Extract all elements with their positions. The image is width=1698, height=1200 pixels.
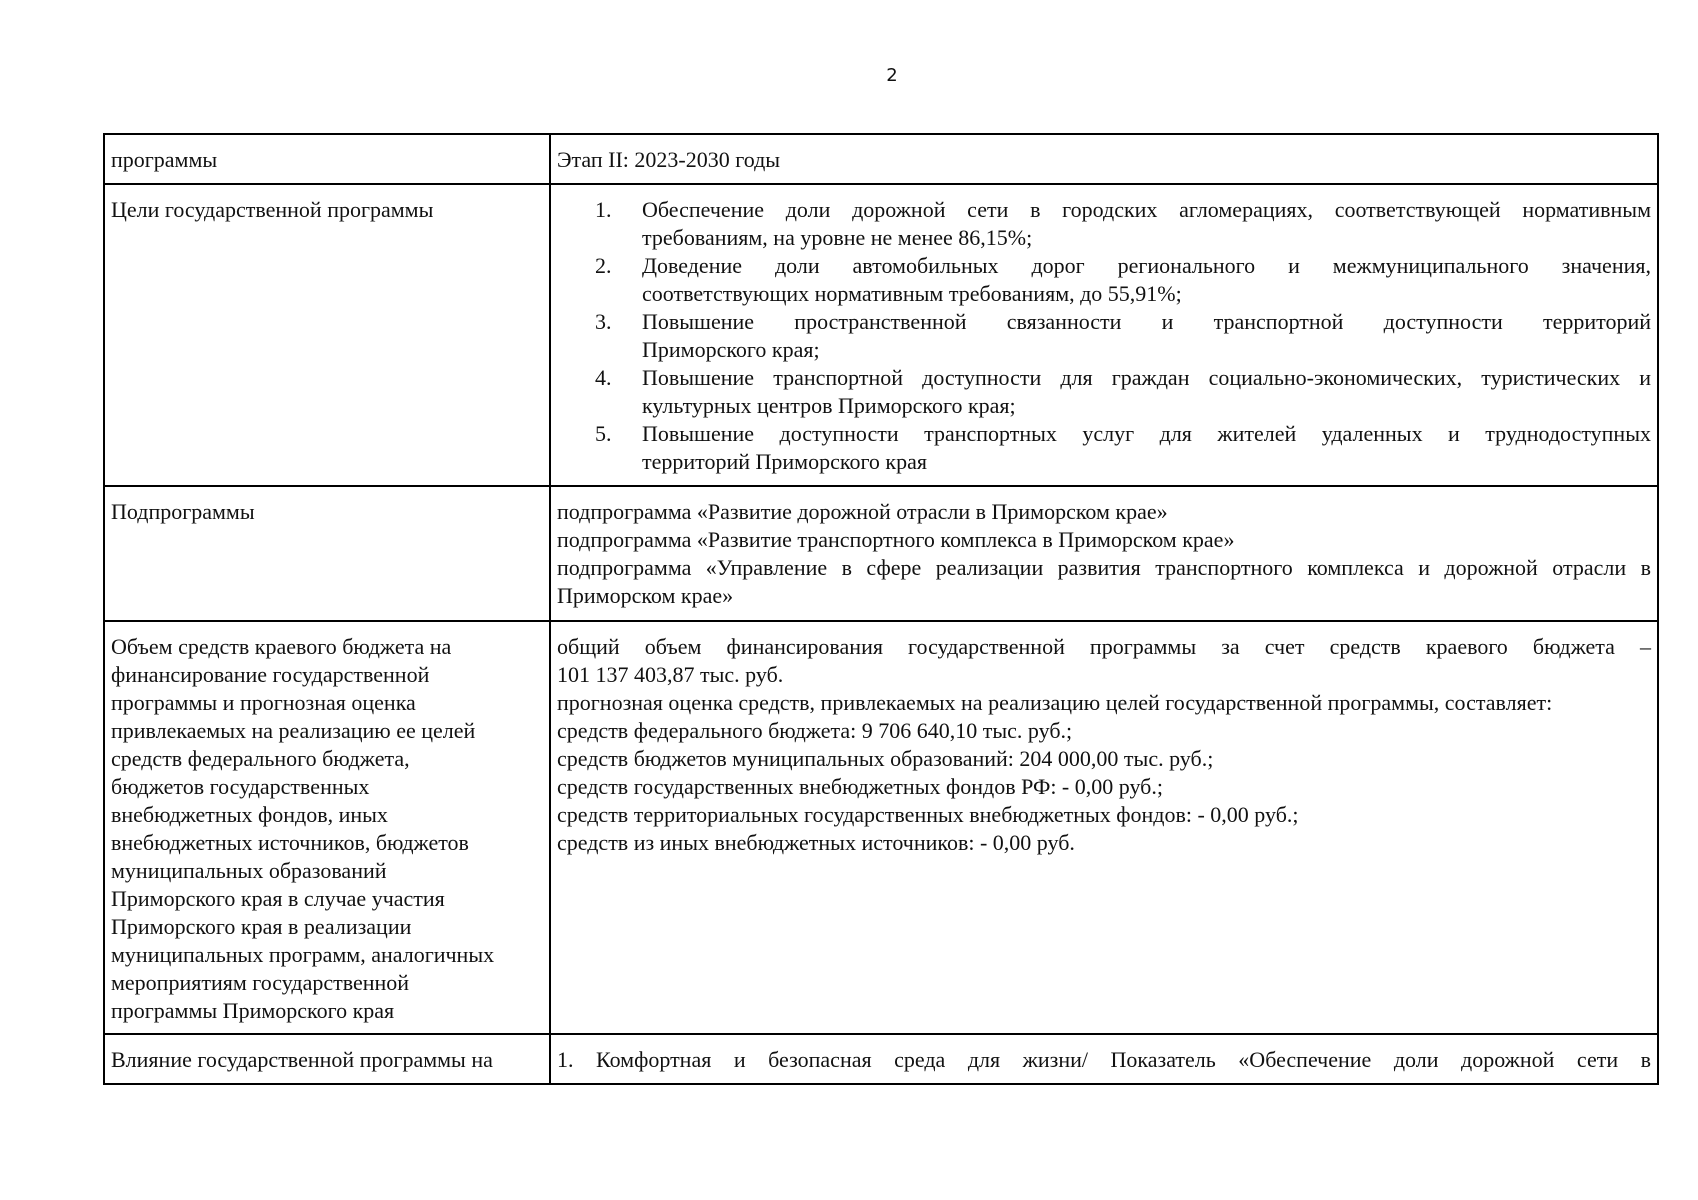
goal-text-line: культурных центров Приморского края; <box>642 393 1016 418</box>
row-label-cell <box>104 621 550 1034</box>
goal-text-line: Доведение доли автомобильных дорог регионального и межмуниципального значения, <box>642 253 1651 278</box>
row-label: Влияние государственной программы на <box>111 1047 493 1072</box>
subprogram-line: Приморском крае» <box>557 583 734 608</box>
row-value-cell <box>550 486 1658 621</box>
funding-line: общий объем финансирования государственной программы за счет средств краевого бюджета – <box>557 634 1651 659</box>
goal-text-line: Повышение пространственной связанности и транспортной доступности территорий <box>642 309 1651 334</box>
table-row <box>104 621 1658 1034</box>
funding-line: средств федерального бюджета: 9 706 640,10 тыс. руб.; <box>557 718 1073 743</box>
funding-line: средств из иных внебюджетных источников: - 0,00 руб. <box>557 830 1075 855</box>
goal-number: 3. <box>595 309 612 334</box>
row-label-cell <box>104 1034 550 1084</box>
goal-number: 4. <box>595 365 612 390</box>
row-value-cell <box>550 184 1658 486</box>
row-label-line: Приморского края в случае участия <box>111 886 445 911</box>
page-number: 2 <box>886 65 898 86</box>
funding-line: прогнозная оценка средств, привлекаемых на реализацию целей государственной программы, составляет: <box>557 690 1553 715</box>
row-label-line: средств федерального бюджета, <box>111 746 410 771</box>
list-item <box>557 196 1651 252</box>
row-label-line: внебюджетных источников, бюджетов <box>111 830 469 855</box>
row-label-cell <box>104 184 550 486</box>
row-label-line: внебюджетных фондов, иных <box>111 802 388 827</box>
goal-number: 1. <box>595 197 612 222</box>
row-value-cell <box>550 1034 1658 1084</box>
row-label-line: программы Приморского края <box>111 998 395 1023</box>
goal-number: 2. <box>595 253 612 278</box>
funding-line: 101 137 403,87 тыс. руб. <box>557 662 784 687</box>
stage-text: Этап II: 2023-2030 годы <box>557 147 781 172</box>
row-label-line: финансирование государственной <box>111 662 430 687</box>
list-item <box>557 308 1651 364</box>
table-row <box>104 184 1658 486</box>
row-label-line: программы и прогнозная оценка <box>111 690 416 715</box>
funding-line: средств государственных внебюджетных фондов РФ: - 0,00 руб.; <box>557 774 1163 799</box>
row-label-line: Объем средств краевого бюджета на <box>111 634 452 659</box>
row-label-cell <box>104 486 550 621</box>
row-label-line: муниципальных образований <box>111 858 387 883</box>
row-label: Подпрограммы <box>111 499 255 524</box>
table-row <box>104 486 1658 621</box>
subprogram-line: подпрограмма «Развитие дорожной отрасли в Приморском крае» <box>557 499 1168 524</box>
goal-text-line: Обеспечение доли дорожной сети в городских агломерациях, соответствующей нормативным <box>642 197 1651 222</box>
row-label-line: мероприятиям государственной <box>111 970 410 995</box>
subprogram-line: подпрограмма «Управление в сфере реализации развития транспортного комплекса и дорожной отрасли в <box>557 555 1651 580</box>
table-row <box>104 134 1658 184</box>
goal-number: 5. <box>595 421 612 446</box>
funding-line: средств территориальных государственных внебюджетных фондов: - 0,00 руб.; <box>557 802 1299 827</box>
goals-list <box>557 196 1651 476</box>
goal-text-line: Приморского края; <box>642 337 820 362</box>
program-passport-table <box>103 133 1659 1085</box>
goal-text-line: Повышение транспортной доступности для граждан социально-экономических, туристических и <box>642 365 1651 390</box>
row-label-line: привлекаемых на реализацию ее целей <box>111 718 476 743</box>
row-label-line: Приморского края в реализации <box>111 914 412 939</box>
list-item <box>557 420 1651 476</box>
list-item <box>557 364 1651 420</box>
list-item <box>557 252 1651 308</box>
row-label-cell <box>104 134 550 184</box>
goal-text-line: требованиям, на уровне не менее 86,15%; <box>642 225 1033 250</box>
row-value-cell <box>550 621 1658 1034</box>
subprogram-line: подпрограмма «Развитие транспортного комплекса в Приморском крае» <box>557 527 1235 552</box>
row-label-line: бюджетов государственных <box>111 774 370 799</box>
table-row <box>104 1034 1658 1084</box>
goal-text-line: Повышение доступности транспортных услуг для жителей удаленных и труднодоступных <box>642 421 1651 446</box>
row-label-line: муниципальных программ, аналогичных <box>111 942 495 967</box>
row-value-cell <box>550 134 1658 184</box>
impact-line: 1. Комфортная и безопасная среда для жизни/ Показатель «Обеспечение доли дорожной сети в <box>557 1047 1651 1072</box>
goal-text-line: территорий Приморского края <box>642 449 927 474</box>
row-label: Цели государственной программы <box>111 197 434 222</box>
funding-line: средств бюджетов муниципальных образований: 204 000,00 тыс. руб.; <box>557 746 1214 771</box>
goal-text-line: соответствующих нормативным требованиям, до 55,91%; <box>642 281 1182 306</box>
row-label: программы <box>111 147 218 172</box>
